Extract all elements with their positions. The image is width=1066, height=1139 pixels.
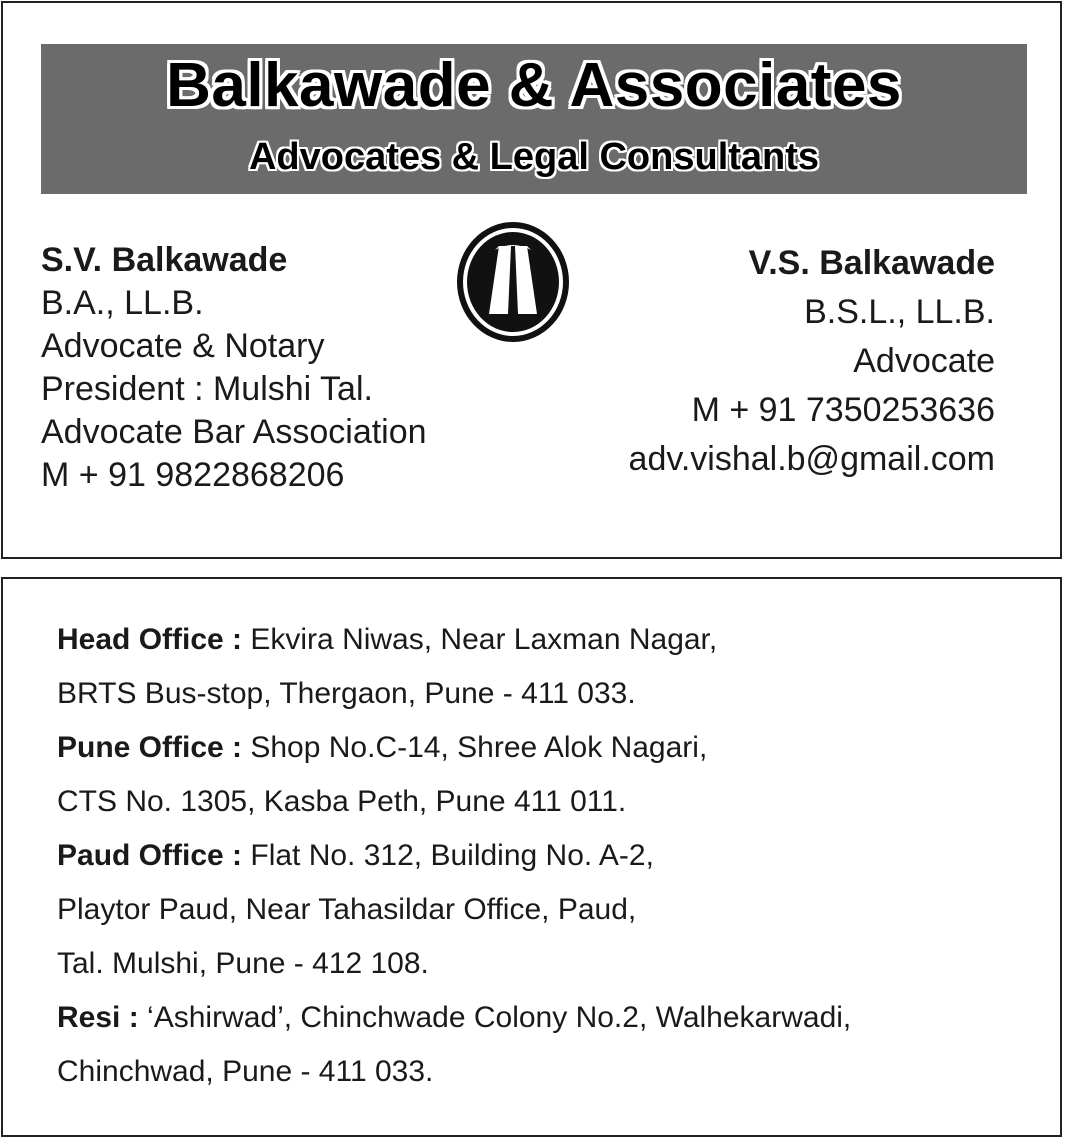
paud-office-line2: Playtor Paud, Near Tahasildar Office, Paud, [57,893,637,926]
advocate-band-icon [455,220,571,344]
head-office-line1 [57,613,851,667]
person-left-position: President : Mulshi Tal. [41,370,373,408]
business-card-front [1,1,1062,559]
pune-office-text: Shop No.C-14, Shree Alok Nagari, [242,731,708,764]
resi-line2: Chinchwad, Pune - 411 033. [57,1055,434,1088]
resi-text: ‘Ashirwad’, Chinchwade Colony No.2, Walhekarwadi, [138,1001,852,1034]
person-right-phone: M + 91 7350253636 [691,391,995,429]
person-left-details [41,239,427,497]
resi-label: Resi : [57,1001,139,1034]
person-left-qualification: B.A., LL.B. [41,284,204,322]
person-left-phone: M + 91 9822868206 [41,456,345,494]
person-left-association: Advocate Bar Association [41,413,427,451]
firm-name: Balkawade & Associates [166,51,902,120]
business-card-back [1,577,1062,1137]
person-right-email: adv.vishal.b@gmail.com [628,440,995,478]
office-addresses [57,613,851,1099]
head-office-text: Ekvira Niwas, Near Laxman Nagar, [242,623,718,656]
paud-office-text: Flat No. 312, Building No. A-2, [242,839,654,872]
person-right-title: Advocate [853,342,995,380]
paud-office-label: Paud Office : [57,839,243,872]
person-left-title: Advocate & Notary [41,327,325,365]
firm-banner [41,44,1027,194]
firm-tagline: Advocates & Legal Consultants [248,136,820,178]
paud-office-line3: Tal. Mulshi, Pune - 412 108. [57,947,429,980]
pune-office-line2: CTS No. 1305, Kasba Peth, Pune 411 011. [57,785,627,818]
pune-office-line1 [57,721,851,775]
resi-line1 [57,991,851,1045]
pune-office-label: Pune Office : [57,731,243,764]
person-right-qualification: B.S.L., LL.B. [804,293,995,331]
head-office-label: Head Office : [57,623,243,656]
person-right-details [629,239,995,484]
person-left-name: S.V. Balkawade [41,241,288,279]
person-right-name: V.S. Balkawade [748,244,995,282]
paud-office-line1 [57,829,851,883]
head-office-line2: BRTS Bus-stop, Thergaon, Pune - 411 033. [57,677,636,710]
